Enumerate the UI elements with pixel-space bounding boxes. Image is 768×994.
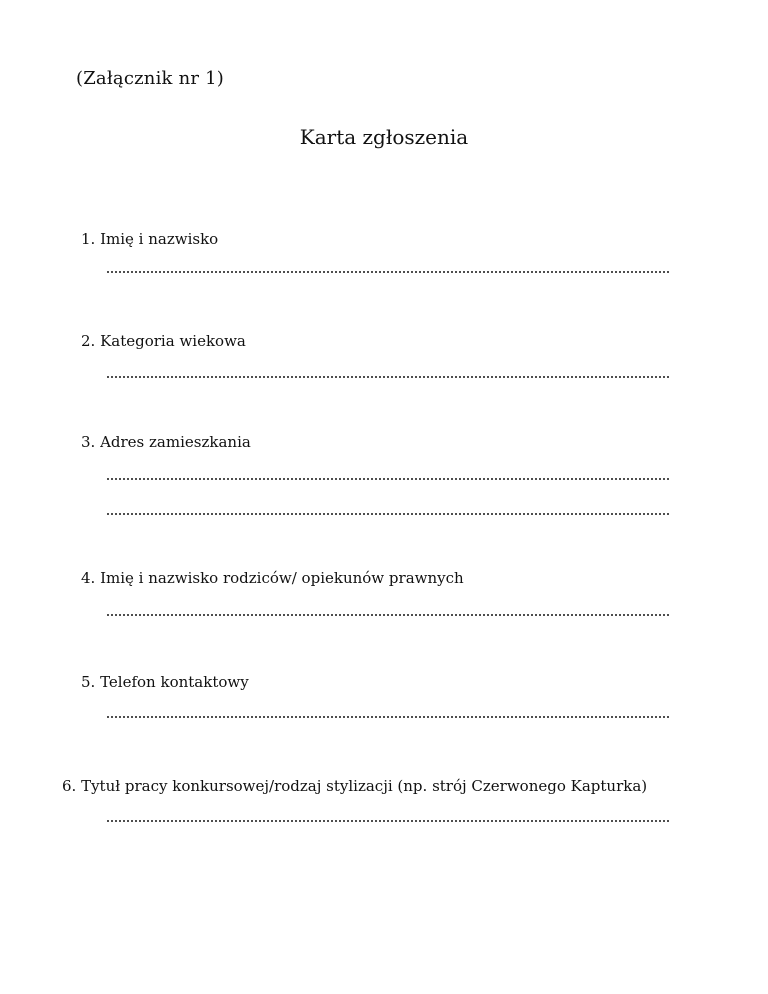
fill-line-age-category[interactable] [106,376,670,378]
fill-line-guardians[interactable] [106,614,670,616]
fill-line-work-title[interactable] [106,820,670,822]
page-title [0,125,768,149]
field-label-phone: 5. Telefon kontaktowy [81,673,249,691]
field-label-age-category: 2. Kategoria wiekowa [81,332,246,350]
fill-line-phone[interactable] [106,716,670,718]
field-label-work-title: 6. Tytuł pracy konkursowej/rodzaj stylizacji (np. strój Czerwonego Kapturka) [62,777,648,795]
fill-line-address-1[interactable] [106,478,670,480]
field-label-address: 3. Adres zamieszkania [81,433,251,451]
field-label-guardians: 4. Imię i nazwisko rodziców/ opiekunów prawnych [81,569,464,587]
annex-label: (Załącznik nr 1) [76,68,224,89]
field-label-name: 1. Imię i nazwisko [81,230,219,248]
fill-line-address-2[interactable] [106,513,670,515]
page-title-text: Karta zgłoszenia [299,125,469,149]
fill-line-name[interactable] [106,271,670,273]
